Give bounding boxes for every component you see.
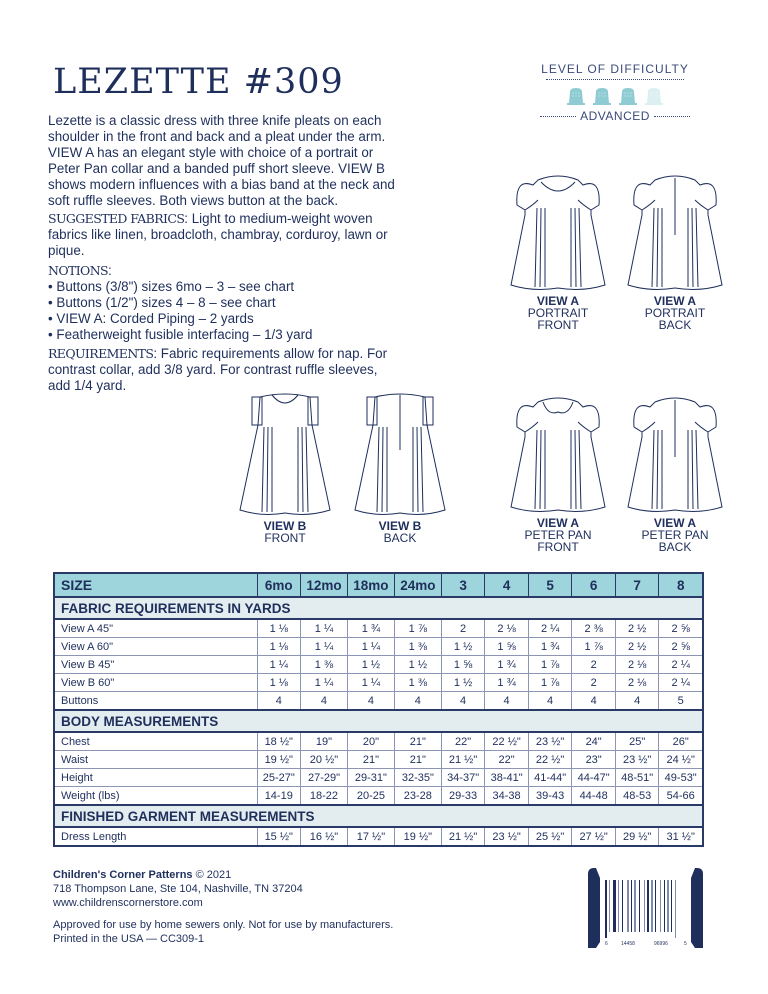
table-row	[54, 656, 703, 674]
table-cell: 1 ⅛	[257, 638, 301, 656]
table-cell: 31 ½"	[659, 827, 703, 846]
table-cell: 1 ⅝	[485, 638, 529, 656]
table-cell: 23-28	[394, 787, 441, 806]
table-cell: 44-47"	[572, 769, 616, 787]
notions-heading: NOTIONS	[48, 263, 109, 278]
table-cell: 20"	[347, 732, 394, 751]
table-cell: 1 ⅜	[394, 674, 441, 692]
table-cell: 1 ¾	[485, 674, 529, 692]
requirements-heading: REQUIREMENTS	[48, 346, 154, 361]
table-cell: 2 ⅝	[659, 638, 703, 656]
table-cell: 23 ½"	[528, 732, 572, 751]
table-cell: 19 ½"	[257, 751, 301, 769]
table-cell: 2	[572, 674, 616, 692]
table-cell: 4	[485, 692, 529, 711]
barcode-bar	[634, 880, 636, 932]
copyright: © 2021	[192, 869, 232, 881]
table-cell: 17 ½"	[347, 827, 394, 846]
section-title: FINISHED GARMENT MEASUREMENTS	[54, 805, 703, 827]
barcode-digit: 5	[684, 941, 687, 947]
table-cell: 2 ⅜	[572, 619, 616, 638]
table-cell: 5	[659, 692, 703, 711]
table-cell: 21"	[347, 751, 394, 769]
table-cell: 48-53	[615, 787, 659, 806]
table-cell: 2	[441, 619, 485, 638]
table-cell: 1 ⅛	[257, 674, 301, 692]
barcode-bar	[651, 880, 653, 932]
barcode-bar	[671, 880, 672, 932]
row-label: Height	[54, 769, 257, 787]
table-row	[54, 732, 703, 751]
table-cell: 21 ½"	[441, 827, 485, 846]
table-cell: 23 ½"	[615, 751, 659, 769]
row-label: Buttons	[54, 692, 257, 711]
thimble-icon	[644, 86, 664, 106]
row-label: Weight (lbs)	[54, 787, 257, 806]
table-cell: 1 ⅜	[301, 656, 348, 674]
table-cell: 1 ½	[441, 638, 485, 656]
table-cell: 2 ¼	[528, 619, 572, 638]
table-cell: 29 ½"	[615, 827, 659, 846]
notion-item: • Buttons (1/2") sizes 4 – 8 – see chart	[48, 295, 393, 311]
barcode-bar	[627, 880, 629, 932]
row-label: View B 60"	[54, 674, 257, 692]
row-label: View B 45"	[54, 656, 257, 674]
table-cell: 4	[572, 692, 616, 711]
table-cell: 4	[257, 692, 301, 711]
table-cell: 4	[441, 692, 485, 711]
table-cell: 22 ½"	[528, 751, 572, 769]
dress-illustration	[620, 160, 730, 295]
difficulty-panel	[540, 62, 690, 123]
row-label: Chest	[54, 732, 257, 751]
table-cell: 27 ½"	[572, 827, 616, 846]
size-column-header: 5	[528, 573, 572, 597]
dress-illustration	[503, 382, 613, 517]
table-cell: 41-44"	[528, 769, 572, 787]
table-cell: 16 ½"	[301, 827, 348, 846]
dress-illustration	[230, 385, 340, 520]
table-cell: 34-38	[485, 787, 529, 806]
notions: NOTIONS: • Buttons (3/8") sizes 6mo – 3 – see chart • Buttons (1/2") sizes 4 – 8 – see chart • VIEW A: Corded Piping – 2 yards • Featherweight fusible interfacing – 1/3 yard	[48, 263, 393, 343]
table-cell: 25"	[615, 732, 659, 751]
size-column-header: 3	[441, 573, 485, 597]
table-cell: 1 ¼	[257, 656, 301, 674]
table-cell: 1 ⅞	[528, 656, 572, 674]
table-cell: 23"	[572, 751, 616, 769]
table-cell: 24"	[572, 732, 616, 751]
notion-item: • VIEW A: Corded Piping – 2 yards	[48, 311, 393, 327]
barcode-bar	[613, 880, 616, 932]
table-row	[54, 674, 703, 692]
table-cell: 2 ⅛	[615, 656, 659, 674]
table-cell: 4	[394, 692, 441, 711]
table-cell: 19"	[301, 732, 348, 751]
table-cell: 22"	[441, 732, 485, 751]
table-cell: 4	[347, 692, 394, 711]
row-label: Dress Length	[54, 827, 257, 846]
table-cell: 1 ¾	[528, 638, 572, 656]
printed-note: Printed in the USA — CC309-1	[53, 933, 205, 945]
barcode-bar	[639, 880, 640, 932]
table-cell: 44-48	[572, 787, 616, 806]
barcode-bar	[647, 880, 649, 932]
row-label: View A 60"	[54, 638, 257, 656]
table-cell: 1 ½	[441, 674, 485, 692]
size-chart-table	[53, 572, 704, 847]
size-column-header: 18mo	[347, 573, 394, 597]
table-cell: 18-22	[301, 787, 348, 806]
table-cell: 29-33	[441, 787, 485, 806]
size-label: SIZE	[54, 573, 257, 597]
table-cell: 2 ⅝	[659, 619, 703, 638]
difficulty-rating	[540, 86, 690, 106]
view-b-front	[230, 385, 340, 544]
barcode-bar	[609, 880, 610, 932]
table-cell: 1 ⅝	[441, 656, 485, 674]
table-cell: 32-35"	[394, 769, 441, 787]
table-row	[54, 751, 703, 769]
table-cell: 2 ¼	[659, 674, 703, 692]
view-a-portrait-back	[620, 160, 730, 331]
view-a-peter-pan-front	[503, 382, 613, 553]
table-row	[54, 692, 703, 711]
website-link[interactable]: www.childrenscornerstore.com	[53, 897, 203, 909]
view-caption: VIEW B BACK	[378, 519, 422, 545]
table-row	[54, 769, 703, 787]
view-caption: VIEW A PETER PAN FRONT	[524, 516, 592, 554]
view-caption: VIEW A PORTRAIT BACK	[644, 294, 706, 332]
table-section-header	[54, 597, 703, 619]
table-cell: 1 ¼	[301, 619, 348, 638]
address: 718 Thompson Lane, Ste 104, Nashville, TN 37204	[53, 883, 303, 895]
barcode-digit: 14458	[621, 941, 635, 947]
table-cell: 38-41"	[485, 769, 529, 787]
barcode-bar	[622, 880, 623, 932]
table-cell: 19 ½"	[394, 827, 441, 846]
table-cell: 1 ⅛	[257, 619, 301, 638]
table-cell: 27-29"	[301, 769, 348, 787]
row-label: Waist	[54, 751, 257, 769]
notion-item: • Buttons (3/8") sizes 6mo – 3 – see chart	[48, 279, 393, 295]
table-cell: 2 ¼	[659, 656, 703, 674]
barcode-icon	[588, 868, 703, 948]
table-cell: 1 ⅞	[394, 619, 441, 638]
divider	[540, 116, 576, 117]
size-column-header: 7	[615, 573, 659, 597]
requirements-text: : Fabric requirements allow for nap. For contrast collar, add 3/8 yard. For contrast ruffle sleeves, add 1/4 yard.	[48, 346, 388, 393]
table-cell: 49-53"	[659, 769, 703, 787]
table-cell: 23 ½"	[485, 827, 529, 846]
notions-list	[48, 279, 393, 343]
table-cell: 1 ¼	[347, 674, 394, 692]
thimble-icon	[566, 86, 586, 106]
table-cell: 2	[572, 656, 616, 674]
table-row	[54, 638, 703, 656]
size-header-row	[54, 573, 703, 597]
thimble-icon	[592, 86, 612, 106]
dress-illustration	[345, 385, 455, 520]
view-a-peter-pan-back	[620, 382, 730, 553]
table-cell: 1 ½	[394, 656, 441, 674]
view-a-portrait-front	[503, 160, 613, 331]
table-row	[54, 827, 703, 846]
table-cell: 21 ½"	[441, 751, 485, 769]
barcode-bar	[644, 880, 645, 932]
table-cell: 1 ¼	[347, 638, 394, 656]
table-cell: 4	[528, 692, 572, 711]
section-title: FABRIC REQUIREMENTS IN YARDS	[54, 597, 703, 619]
table-cell: 15 ½"	[257, 827, 301, 846]
approval-note: Approved for use by home sewers only. Not for use by manufacturers.	[53, 919, 394, 931]
table-row	[54, 619, 703, 638]
suggested-fabrics	[48, 211, 393, 259]
table-section-header	[54, 805, 703, 827]
fabrics-text: : Light to medium-weight woven fabrics like linen, broadcloth, chambray, corduroy, lawn or pique.	[48, 211, 388, 258]
table-cell: 1 ¼	[301, 674, 348, 692]
size-column-header: 6mo	[257, 573, 301, 597]
view-caption: VIEW B FRONT	[263, 519, 307, 545]
table-cell: 14-19	[257, 787, 301, 806]
table-cell: 39-43	[528, 787, 572, 806]
table-cell: 21"	[394, 751, 441, 769]
table-cell: 1 ⅞	[572, 638, 616, 656]
table-cell: 1 ⅞	[528, 674, 572, 692]
table-cell: 48-51"	[615, 769, 659, 787]
size-column-header: 12mo	[301, 573, 348, 597]
footer	[53, 868, 393, 946]
view-b-back	[345, 385, 455, 544]
size-column-header: 8	[659, 573, 703, 597]
table-row	[54, 787, 703, 806]
table-cell: 2 ½	[615, 638, 659, 656]
row-label: View A 45"	[54, 619, 257, 638]
table-cell: 24 ½"	[659, 751, 703, 769]
table-cell: 25 ½"	[528, 827, 572, 846]
table-cell: 1 ½	[347, 656, 394, 674]
difficulty-level	[540, 109, 690, 123]
barcode-bar	[618, 880, 619, 932]
barcode-bar	[667, 880, 669, 932]
section-title: BODY MEASUREMENTS	[54, 710, 703, 732]
pattern-description: Lezette is a classic dress with three knife pleats on each shoulder in the front and back and a pleat under the arm. VIEW A has an elegant style with choice of a portrait or Peter Pan collar and a banded puff short sleeve. VIEW B shows modern influences with a bias band at the neck and soft ruffle sleeves. Both views button at the back.	[48, 113, 395, 208]
size-column-header: 24mo	[394, 573, 441, 597]
view-caption: VIEW A PORTRAIT FRONT	[527, 294, 589, 332]
barcode-digit: 96996	[654, 941, 668, 947]
table-cell: 21"	[394, 732, 441, 751]
table-cell: 18 ½"	[257, 732, 301, 751]
company-name: Children's Corner Patterns	[53, 869, 193, 881]
table-section-header	[54, 710, 703, 732]
notion-item: • Featherweight fusible interfacing – 1/3 yard	[48, 327, 393, 343]
divider	[546, 79, 684, 80]
barcode	[588, 868, 703, 948]
table-cell: 20 ½"	[301, 751, 348, 769]
table-cell: 22"	[485, 751, 529, 769]
table-cell: 1 ¾	[347, 619, 394, 638]
size-column-header: 6	[572, 573, 616, 597]
table-cell: 4	[615, 692, 659, 711]
barcode-bar	[605, 880, 607, 938]
table-cell: 2 ⅛	[615, 674, 659, 692]
table-cell: 1 ¼	[301, 638, 348, 656]
table-cell: 1 ¾	[485, 656, 529, 674]
requirements	[48, 346, 393, 394]
table-cell: 22 ½"	[485, 732, 529, 751]
difficulty-level-text: ADVANCED	[580, 109, 650, 123]
divider	[654, 116, 690, 117]
pattern-title: LEZETTE #309	[53, 62, 344, 102]
table-cell: 34-37"	[441, 769, 485, 787]
barcode-bar	[655, 880, 656, 932]
table-cell: 26"	[659, 732, 703, 751]
table-cell: 1 ⅜	[394, 638, 441, 656]
dress-illustration	[620, 382, 730, 517]
table-cell: 25-27"	[257, 769, 301, 787]
size-column-header: 4	[485, 573, 529, 597]
table-cell: 4	[301, 692, 348, 711]
thimble-icon	[618, 86, 638, 106]
barcode-bar	[631, 880, 632, 932]
fabrics-heading: SUGGESTED FABRICS	[48, 211, 185, 226]
barcode-bar	[664, 880, 665, 932]
table-cell: 54-66	[659, 787, 703, 806]
table-cell: 2 ⅛	[485, 619, 529, 638]
view-caption: VIEW A PETER PAN BACK	[641, 516, 709, 554]
table-cell: 2 ½	[615, 619, 659, 638]
difficulty-label: LEVEL OF DIFFICULTY	[541, 62, 689, 76]
dress-illustration	[503, 160, 613, 295]
barcode-digit: 6	[605, 941, 608, 947]
barcode-bar	[675, 880, 676, 938]
barcode-bar	[660, 880, 661, 932]
table-cell: 29-31"	[347, 769, 394, 787]
table-cell: 20-25	[347, 787, 394, 806]
